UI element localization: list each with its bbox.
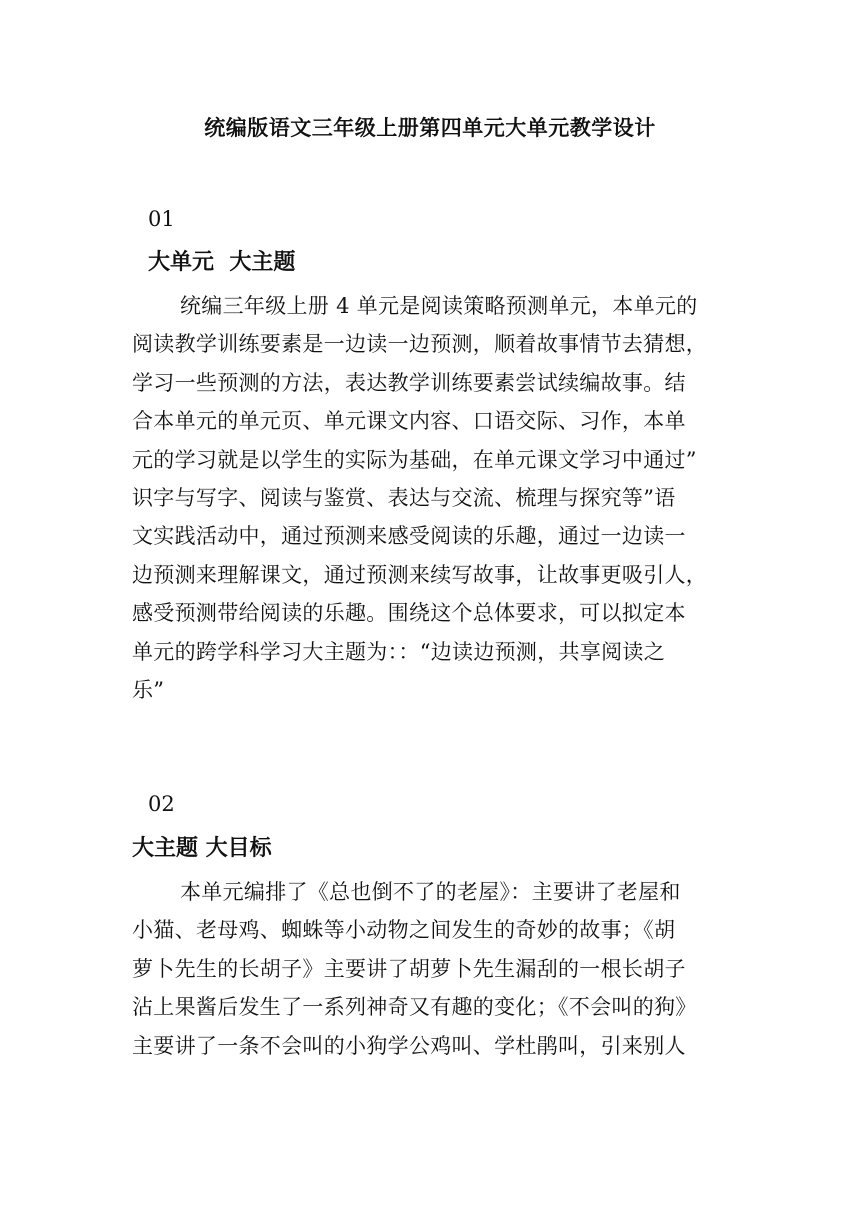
- paragraph-line: 感受预测带给阅读的乐趣。围绕这个总体要求，可以拟定本: [132, 601, 686, 626]
- paragraph-line: 主要讲了一条不会叫的小狗学公鸡叫、学杜鹃叫，引来别人: [132, 1033, 686, 1058]
- paragraph-line: 文实践活动中，通过预测来感受阅读的乐趣，通过一边读一: [132, 524, 686, 549]
- section-1-heading: 大单元 大主题: [148, 249, 296, 275]
- paragraph-line: 乐”: [132, 677, 165, 702]
- section-1-number: 01: [148, 207, 175, 231]
- paragraph-line: 元的学习就是以学生的实际为基础，在单元课文学习中通过”: [132, 447, 697, 472]
- paragraph-line: 小猫、老母鸡、蜘蛛等小动物之间发生的奇妙的故事；《胡: [132, 918, 676, 943]
- section-1-paragraph: [132, 287, 732, 709]
- paragraph-line: 统编三年级上册 4 单元是阅读策略预测单元，本单元的: [180, 294, 698, 318]
- paragraph-line: 学习一些预测的方法，表达教学训练要素尝试续编故事。结: [132, 370, 686, 395]
- section-2-heading: 大主题 大目标: [132, 835, 272, 861]
- section-2-number: 02: [148, 792, 175, 816]
- paragraph-line: 沾上果酱后发生了一系列神奇又有趣的变化；《不会叫的狗》: [132, 995, 697, 1020]
- paragraph-line: 边预测来理解课文，通过预测来续写故事，让故事更吸引人，: [132, 562, 708, 587]
- paragraph-line: 合本单元的单元页、单元课文内容、口语交际、习作，本单: [132, 409, 686, 434]
- paragraph-line: 本单元编排了《总也倒不了的老屋》：主要讲了老屋和: [180, 880, 681, 904]
- paragraph-line: 单元的跨学科学习大主题为：：“边读边预测，共享阅读之: [132, 639, 666, 664]
- paragraph-line: 萝卜先生的长胡子》主要讲了胡萝卜先生漏刮的一根长胡子: [132, 956, 686, 981]
- section-2-paragraph: [132, 873, 732, 1065]
- paragraph-line: 阅读教学训练要素是一边读一边预测，顺着故事情节去猜想，: [132, 332, 708, 357]
- document-title: 统编版语文三年级上册第四单元大单元教学设计: [204, 115, 656, 140]
- paragraph-line: 识字与写字、阅读与鉴赏、表达与交流、梳理与探究等”语: [132, 485, 676, 510]
